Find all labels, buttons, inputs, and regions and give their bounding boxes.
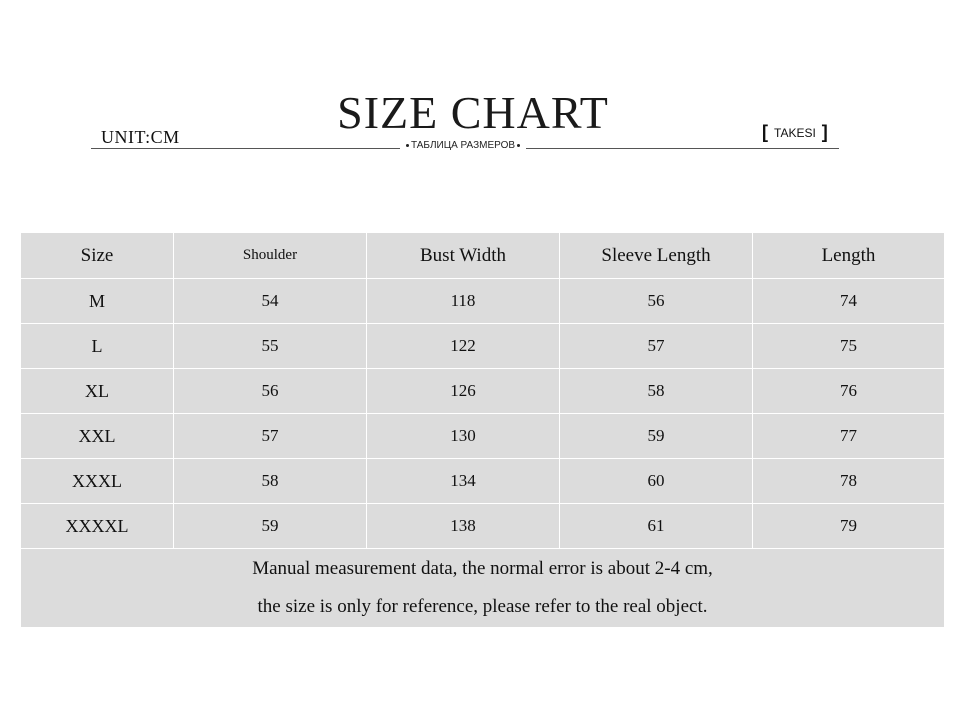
- note-line-2: the size is only for reference, please refer to the real object.: [257, 596, 708, 617]
- table-row: [21, 369, 945, 414]
- size-cell: XXXXL: [21, 504, 174, 549]
- note-row: [21, 549, 945, 628]
- bust-width-cell: 118: [367, 279, 560, 324]
- size-table: [20, 232, 945, 628]
- length-cell: 78: [753, 459, 945, 504]
- unit-label: UNIT:CM: [101, 127, 180, 147]
- bust-width-cell: 134: [367, 459, 560, 504]
- size-cell: L: [21, 324, 174, 369]
- bust-width-cell: 138: [367, 504, 560, 549]
- bust-width-cell: 130: [367, 414, 560, 459]
- shoulder-cell: 54: [174, 279, 367, 324]
- column-header-shoulder: Shoulder: [174, 233, 367, 279]
- table-row: [21, 279, 945, 324]
- size-cell: M: [21, 279, 174, 324]
- column-header-length: Length: [753, 233, 945, 279]
- shoulder-cell: 56: [174, 369, 367, 414]
- note-line-1: Manual measurement data, the normal error is about 2-4 cm,: [252, 558, 713, 579]
- table-row: [21, 414, 945, 459]
- length-cell: 76: [753, 369, 945, 414]
- size-cell: XL: [21, 369, 174, 414]
- sleeve-length-cell: 61: [560, 504, 753, 549]
- sleeve-length-cell: 57: [560, 324, 753, 369]
- size-cell: XXXL: [21, 459, 174, 504]
- length-cell: 77: [753, 414, 945, 459]
- table-header-row: [21, 233, 945, 279]
- measurement-note: [21, 549, 945, 628]
- bust-width-cell: 126: [367, 369, 560, 414]
- shoulder-cell: 55: [174, 324, 367, 369]
- brand-name: TAKESI: [774, 125, 816, 140]
- sleeve-length-cell: 58: [560, 369, 753, 414]
- sleeve-length-cell: 59: [560, 414, 753, 459]
- shoulder-cell: 59: [174, 504, 367, 549]
- column-header-sleeve-length: Sleeve Length: [560, 233, 753, 279]
- sleeve-length-cell: 60: [560, 459, 753, 504]
- table-row: [21, 504, 945, 549]
- bracket-left: [: [762, 122, 768, 142]
- header: [0, 0, 960, 200]
- bullet-icon: [517, 144, 520, 147]
- bracket-right: ]: [821, 122, 828, 142]
- brand-label: [762, 122, 828, 143]
- column-header-size: Size: [21, 233, 174, 279]
- shoulder-cell: 58: [174, 459, 367, 504]
- column-header-bust-width: Bust Width: [367, 233, 560, 279]
- length-cell: 74: [753, 279, 945, 324]
- length-cell: 75: [753, 324, 945, 369]
- length-cell: 79: [753, 504, 945, 549]
- page-title: SIZE CHART: [337, 87, 609, 138]
- subtitle-text: ТАБЛИЦА РАЗМЕРОВ: [410, 140, 516, 151]
- bullet-icon: [406, 144, 409, 147]
- table-row: [21, 324, 945, 369]
- table-row: [21, 459, 945, 504]
- size-cell: XXL: [21, 414, 174, 459]
- sleeve-length-cell: 56: [560, 279, 753, 324]
- bust-width-cell: 122: [367, 324, 560, 369]
- shoulder-cell: 57: [174, 414, 367, 459]
